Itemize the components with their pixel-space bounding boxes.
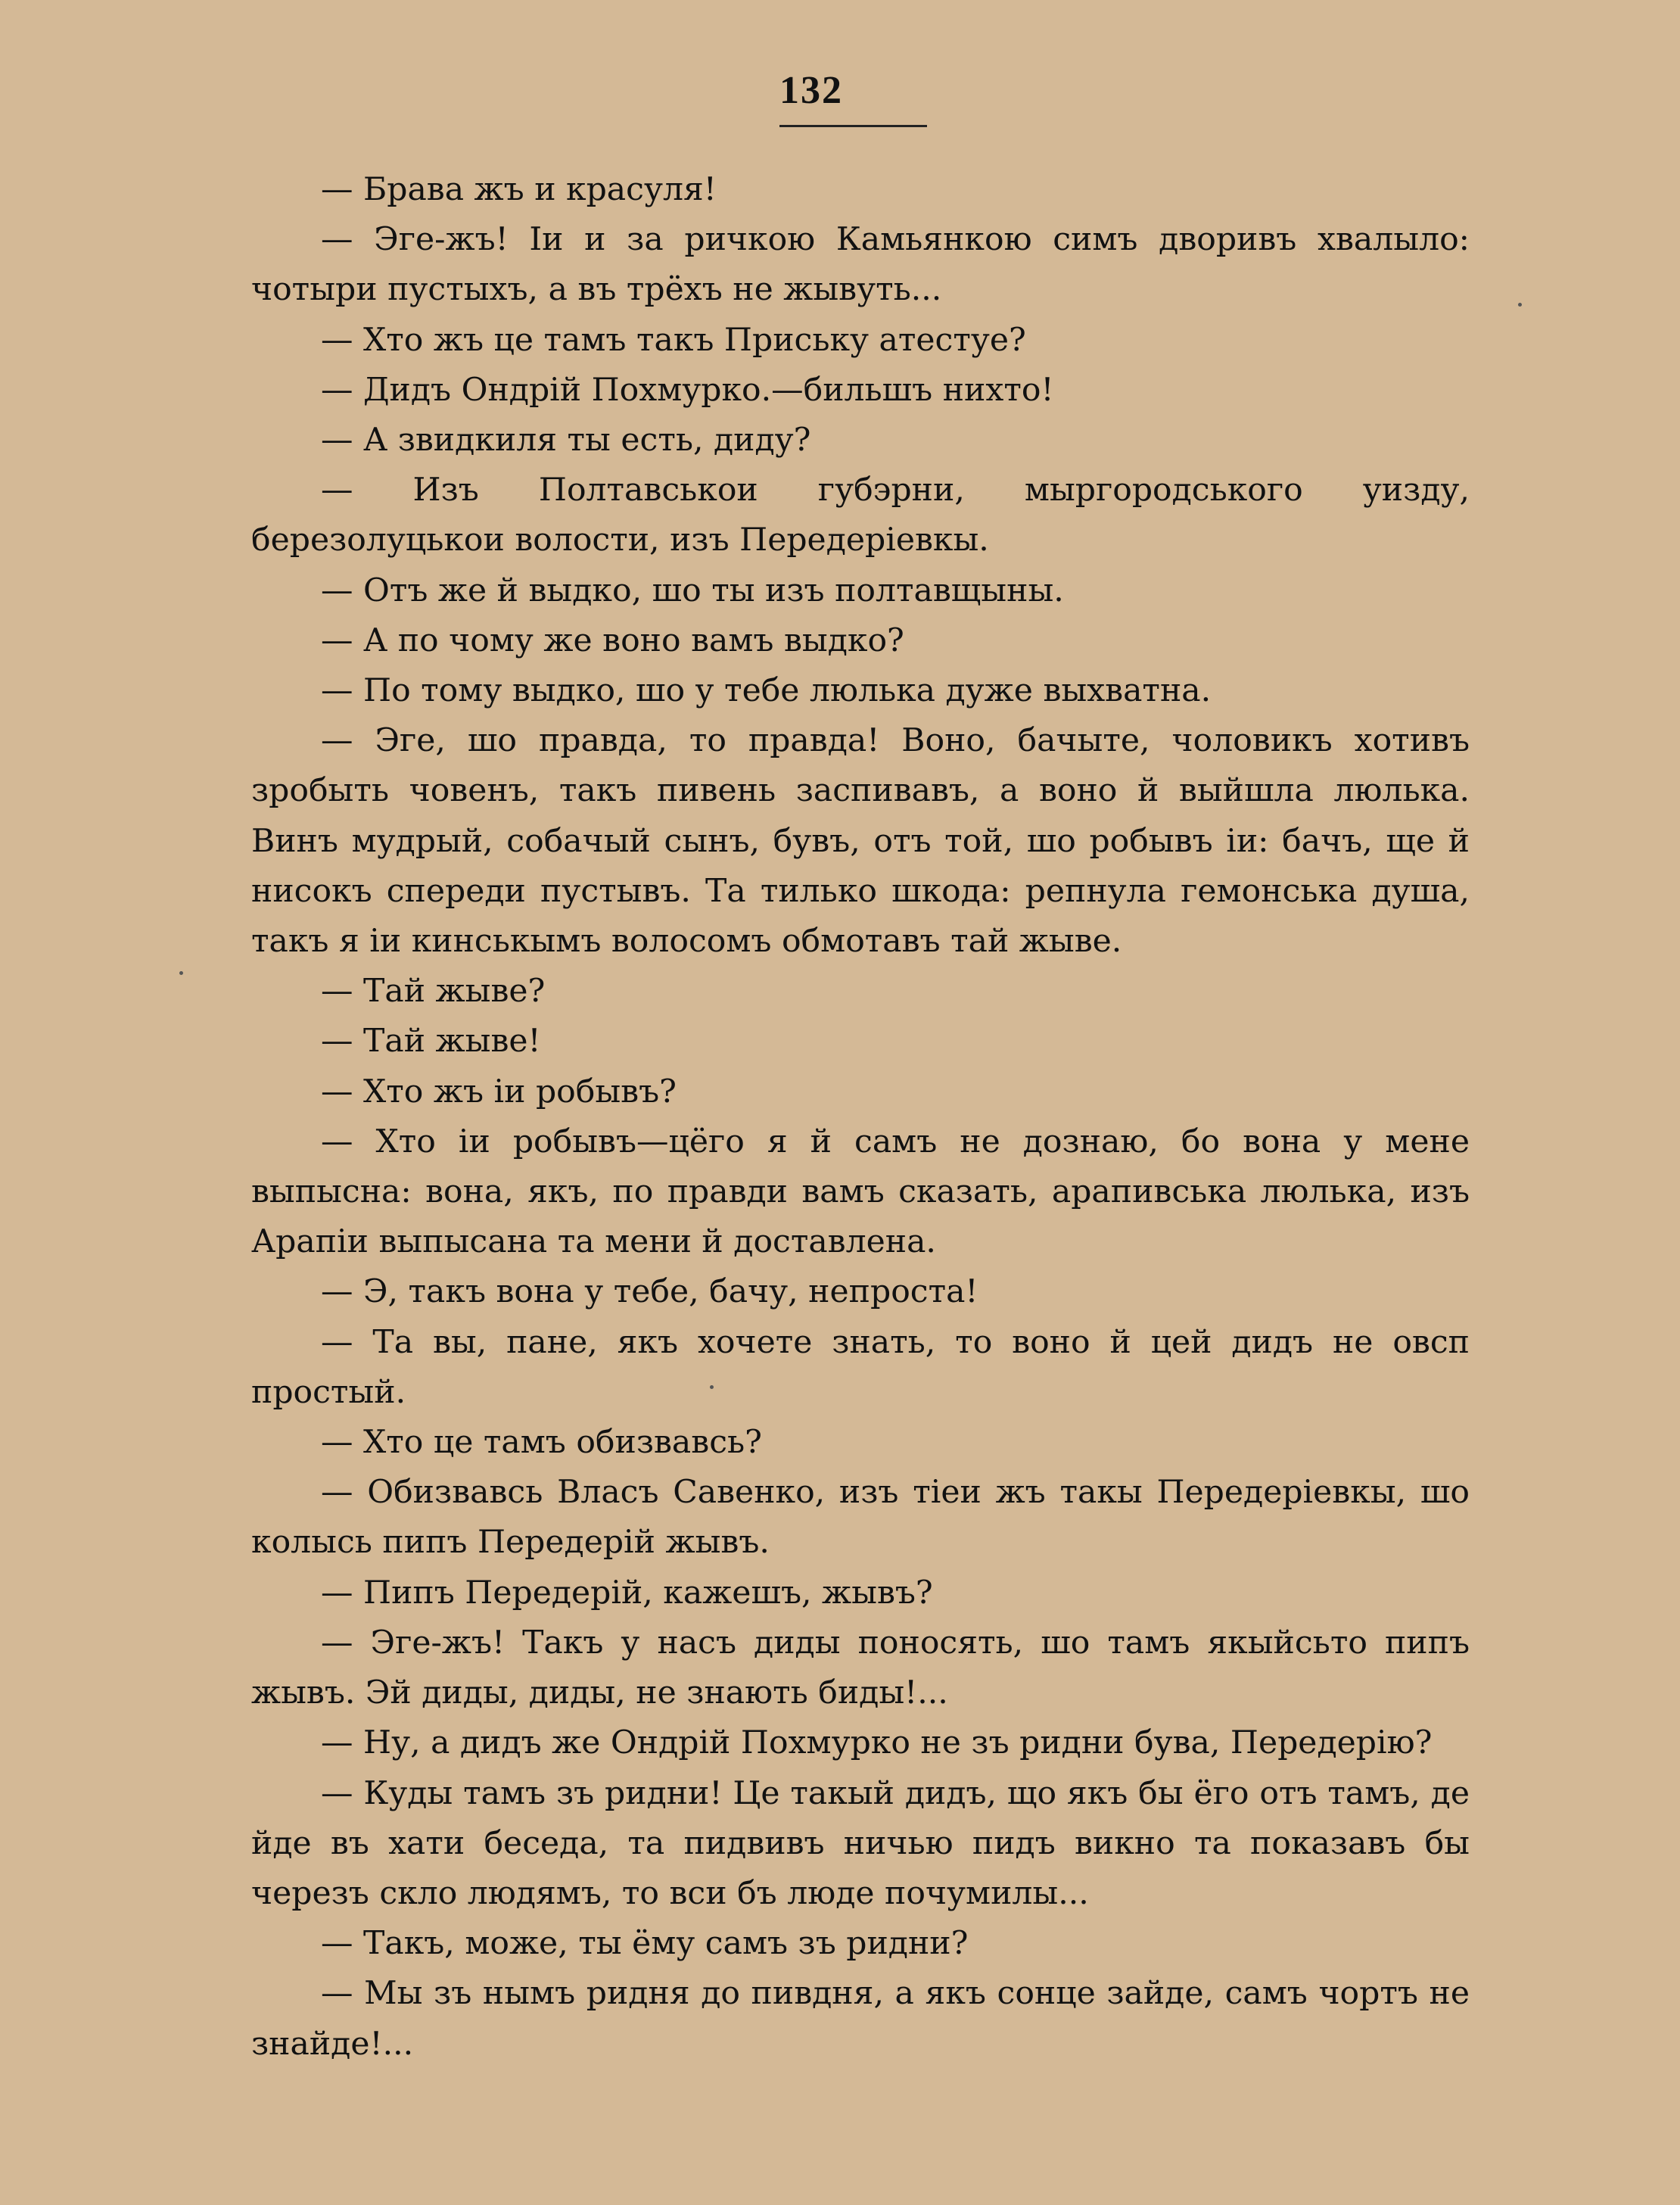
paragraph: — Эге, шо правда, то правда! Воно, бачыте, чоловикъ хотивъ зробыть човенъ, такъ пивень заспивавъ, а воно й выйшла люлька. Винъ мудрый, собачый сынъ, бувъ, отъ той, шо робывъ іи: бачъ, ще й нисокъ спереди пустывъ. Та тилько шкода: репнула гемонська душа, такъ я іи кинськымъ волосомъ обмотавъ тай жыве.: [251, 722, 1470, 961]
paragraph: — Отъ же й выдко, шо ты изъ полтавщыны.: [321, 571, 1064, 609]
header-rule: [779, 125, 927, 127]
paragraph: — Обизвавсь Власъ Савенко, изъ тіеи жъ такы Передеріевкы, шо колысь пипъ Передерій жывъ.: [251, 1474, 1470, 1562]
ink-speck: [179, 971, 183, 975]
paragraph: — Хто іи робывъ—цёго я й самъ не дознаю, бо вона у мене выпысна: вона, якъ, по правди вамъ сказать, арапивська люлька, изъ Арапіи выпысана та мени й доставлена.: [251, 1123, 1470, 1261]
paragraph: — Куды тамъ зъ ридни! Це такый дидъ, що якъ бы ёго отъ тамъ, де йде въ хати беседа, та пидвивъ ничью пидъ викно та показавъ бы черезъ скло людямъ, то вси бъ люде почумилы...: [251, 1774, 1470, 1912]
ink-speck: [1518, 303, 1522, 307]
paragraph: — Хто жъ іи робывъ?: [321, 1073, 677, 1110]
paragraph: — Эге-жъ! Такъ у насъ диды поносять, шо тамъ якыйсьто пипъ жывъ. Эй диды, диды, не знають биды!...: [251, 1624, 1470, 1712]
paragraph: — Тай жыве!: [321, 1023, 541, 1060]
paragraph: — По тому выдко, шо у тебе люлька дуже выхватна.: [321, 672, 1212, 710]
page-number: 132: [779, 69, 843, 112]
paragraph: — Брава жъ и красуля!: [321, 171, 717, 208]
body-text: [251, 165, 1470, 2070]
paragraph: — Хто це тамъ обизвавсь?: [321, 1424, 762, 1462]
paragraph: — Изъ Полтавськои губэрни, мыргородського уизду, березолуцькои волости, изъ Передеріевкы.: [251, 472, 1470, 559]
paragraph: — Э, такъ вона у тебе, бачу, непроста!: [321, 1273, 978, 1311]
paragraph: — Такъ, може, ты ёму самъ зъ ридни?: [321, 1925, 969, 1963]
paragraph: — Ну, а дидъ же Ондрій Похмурко не зъ ридни бува, Передерію?: [321, 1724, 1433, 1762]
paragraph: — Эге-жъ! Іи и за ричкою Камьянкою симъ дворивъ хвалыло: чотыри пустыхъ, а въ трёхъ не жывуть...: [251, 221, 1470, 309]
paragraph: — Дидъ Ондрій Похмурко.—бильшъ нихто!: [321, 371, 1054, 409]
paragraph: — Пипъ Передерій, кажешъ, жывъ?: [321, 1574, 933, 1612]
paragraph: — А звидкиля ты есть, диду?: [321, 422, 811, 459]
ink-speck: [710, 1385, 714, 1389]
paragraph: — Хто жъ це тамъ такъ Приську атестуе?: [321, 321, 1026, 359]
paragraph: — Тай жыве?: [321, 973, 546, 1011]
paragraph: — А по чому же воно вамъ выдко?: [321, 621, 904, 659]
paragraph: — Та вы, пане, якъ хочете знать, то воно й цей дидъ не овсп простый.: [251, 1323, 1470, 1411]
paragraph: — Мы зъ нымъ ридня до пивдня, а якъ сонце зайде, самъ чортъ не знайде!...: [251, 1975, 1470, 2063]
